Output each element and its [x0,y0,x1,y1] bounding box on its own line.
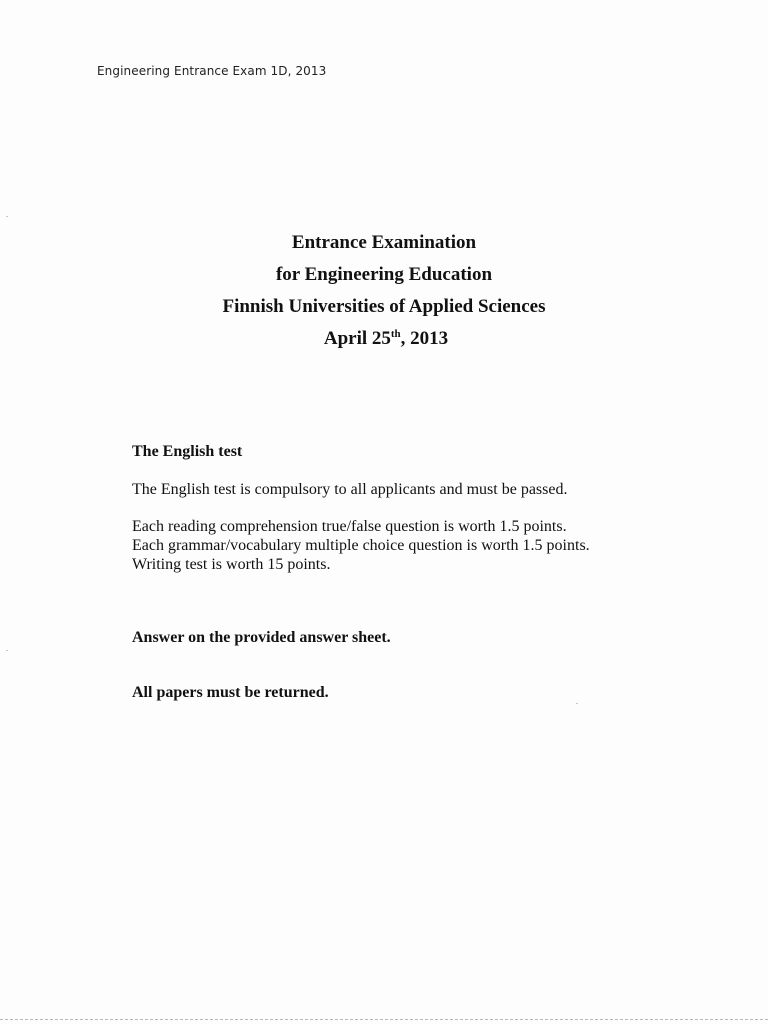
exam-date [0,326,768,358]
scan-speck [6,650,8,651]
return-instruction: All papers must be returned. [132,684,329,701]
section-heading: The English test [132,443,243,460]
points-line-reading: Each reading comprehension true/false question is worth 1.5 points. [132,518,567,535]
exam-date-year: , 2013 [400,328,449,349]
scan-edge-line [0,1019,768,1020]
title-block [0,230,768,358]
title-line-2: for Engineering Education [275,264,493,285]
scan-speck [6,216,8,217]
points-paragraph [132,517,590,574]
exam-date-main: April 25 [323,328,391,349]
page-header: Engineering Entrance Exam 1D, 2013 [97,64,327,78]
points-line-writing: Writing test is worth 15 points. [132,556,331,573]
points-line-grammar: Each grammar/vocabulary multiple choice question is worth 1.5 points. [132,537,590,554]
scan-speck [576,703,578,704]
intro-paragraph: The English test is compulsory to all applicants and must be passed. [132,481,568,498]
answer-instruction: Answer on the provided answer sheet. [132,629,391,646]
exam-date-ordinal: th [390,328,401,340]
title-line-1: Entrance Examination [291,232,477,253]
title-line-3: Finnish Universities of Applied Sciences [222,296,546,317]
